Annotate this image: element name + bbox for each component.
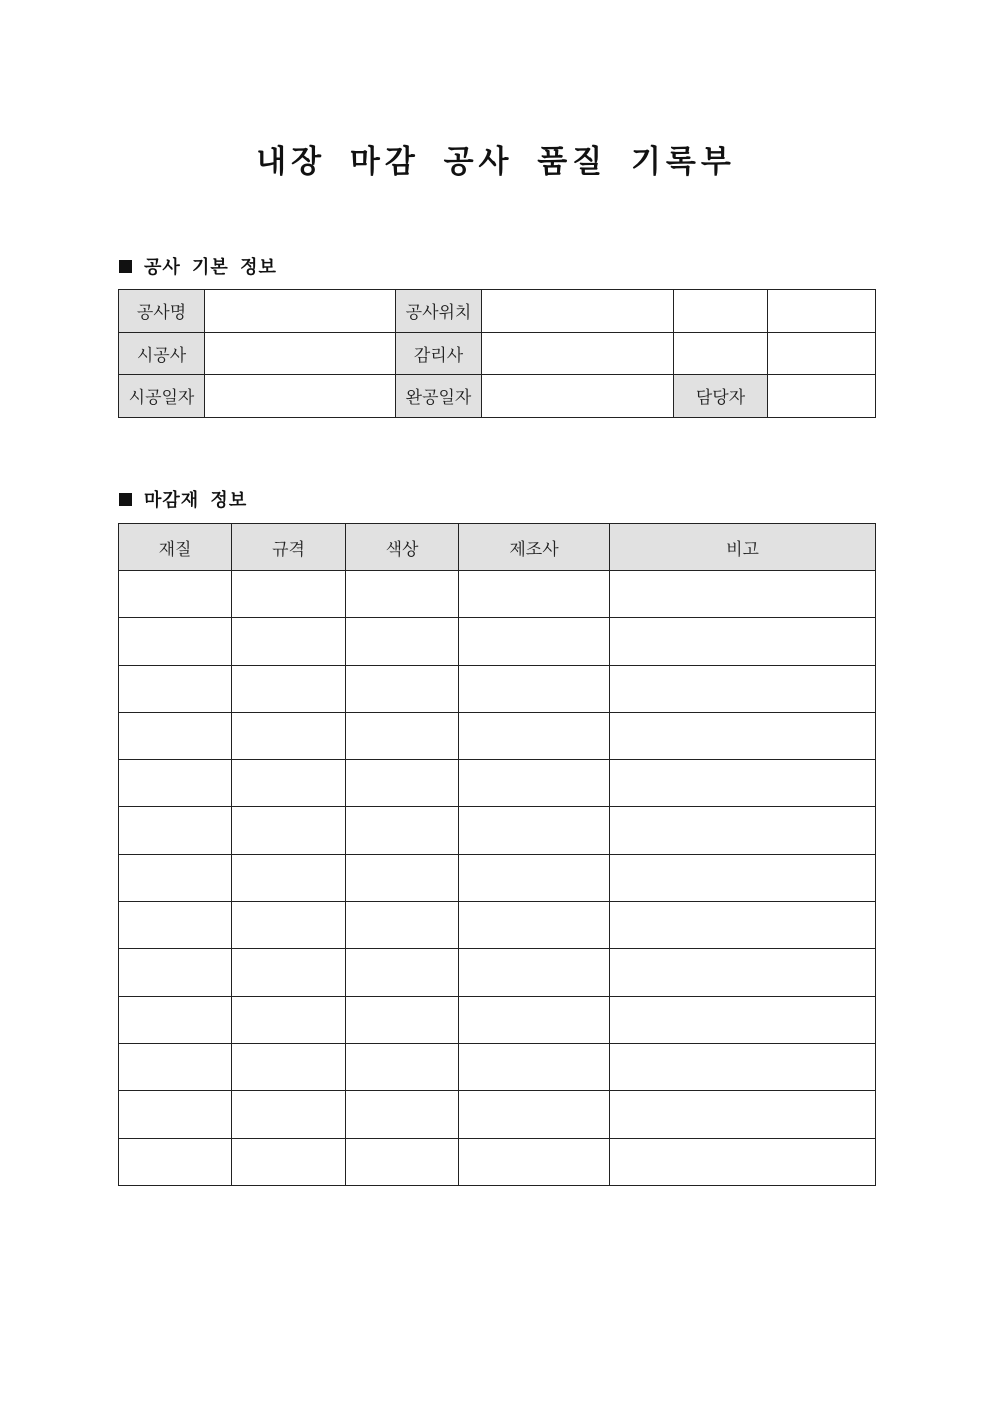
table-cell[interactable] xyxy=(610,902,876,949)
table-cell[interactable] xyxy=(346,807,459,854)
basic-info-table xyxy=(118,289,876,418)
basic-info-heading xyxy=(119,253,277,279)
table-cell[interactable] xyxy=(346,996,459,1043)
table-cell[interactable] xyxy=(119,902,232,949)
table-cell[interactable] xyxy=(459,949,610,996)
table-cell[interactable] xyxy=(610,760,876,807)
document-title: 내장 마감 공사 품질 기록부 xyxy=(256,144,736,180)
table-cell[interactable] xyxy=(232,902,346,949)
table-cell[interactable] xyxy=(459,902,610,949)
table-row xyxy=(119,571,876,618)
table-cell[interactable] xyxy=(232,712,346,759)
table-cell[interactable] xyxy=(232,996,346,1043)
table-cell[interactable] xyxy=(346,712,459,759)
column-header: 규격 xyxy=(232,524,346,571)
table-cell[interactable] xyxy=(346,854,459,901)
table-cell[interactable] xyxy=(119,1091,232,1138)
table-cell[interactable] xyxy=(459,760,610,807)
materials-heading-text: 마감재 정보 xyxy=(144,490,248,511)
table-cell[interactable] xyxy=(346,1138,459,1185)
table-cell[interactable] xyxy=(459,1091,610,1138)
field-value[interactable] xyxy=(768,375,876,418)
column-header: 색상 xyxy=(346,524,459,571)
table-cell[interactable] xyxy=(119,760,232,807)
field-value[interactable] xyxy=(205,375,396,418)
basic-info-heading-text: 공사 기본 정보 xyxy=(144,257,277,278)
table-cell[interactable] xyxy=(232,807,346,854)
field-label: 공사명 xyxy=(119,290,205,333)
basic-info-row xyxy=(119,375,876,418)
table-cell[interactable] xyxy=(459,854,610,901)
table-cell[interactable] xyxy=(232,760,346,807)
field-label: 공사위치 xyxy=(396,290,482,333)
table-cell[interactable] xyxy=(232,665,346,712)
table-row xyxy=(119,1043,876,1090)
table-cell[interactable] xyxy=(346,1043,459,1090)
table-cell[interactable] xyxy=(119,949,232,996)
table-cell[interactable] xyxy=(610,1138,876,1185)
field-value[interactable] xyxy=(205,290,396,333)
table-cell[interactable] xyxy=(119,618,232,665)
table-cell[interactable] xyxy=(232,571,346,618)
field-label: 시공일자 xyxy=(119,375,205,418)
table-cell[interactable] xyxy=(119,712,232,759)
table-cell[interactable] xyxy=(346,1091,459,1138)
table-cell[interactable] xyxy=(459,618,610,665)
square-bullet-icon xyxy=(119,260,132,273)
materials-header-row xyxy=(119,524,876,571)
table-row xyxy=(119,665,876,712)
table-row xyxy=(119,760,876,807)
table-cell[interactable] xyxy=(459,1043,610,1090)
table-cell[interactable] xyxy=(119,1043,232,1090)
field-value[interactable] xyxy=(205,332,396,375)
table-cell[interactable] xyxy=(610,665,876,712)
table-row xyxy=(119,996,876,1043)
table-cell[interactable] xyxy=(232,1091,346,1138)
table-cell[interactable] xyxy=(346,760,459,807)
table-cell[interactable] xyxy=(610,949,876,996)
table-cell[interactable] xyxy=(346,618,459,665)
column-header: 재질 xyxy=(119,524,232,571)
table-cell[interactable] xyxy=(119,571,232,618)
field-label: 시공사 xyxy=(119,332,205,375)
empty-cell xyxy=(674,332,768,375)
field-value[interactable] xyxy=(482,290,674,333)
table-row xyxy=(119,902,876,949)
table-cell[interactable] xyxy=(459,807,610,854)
table-cell[interactable] xyxy=(119,665,232,712)
table-row xyxy=(119,854,876,901)
table-cell[interactable] xyxy=(119,807,232,854)
materials-table xyxy=(118,523,876,1186)
table-row xyxy=(119,1091,876,1138)
table-cell[interactable] xyxy=(346,571,459,618)
field-value[interactable] xyxy=(768,290,876,333)
field-value[interactable] xyxy=(482,375,674,418)
field-value[interactable] xyxy=(768,332,876,375)
table-cell[interactable] xyxy=(610,571,876,618)
table-cell[interactable] xyxy=(610,1043,876,1090)
table-cell[interactable] xyxy=(459,571,610,618)
field-label: 담당자 xyxy=(674,375,768,418)
table-row xyxy=(119,1138,876,1185)
table-cell[interactable] xyxy=(610,1091,876,1138)
table-cell[interactable] xyxy=(610,712,876,759)
basic-info-row xyxy=(119,332,876,375)
table-cell[interactable] xyxy=(346,949,459,996)
basic-info-row xyxy=(119,290,876,333)
table-cell[interactable] xyxy=(232,618,346,665)
table-cell[interactable] xyxy=(119,854,232,901)
table-cell[interactable] xyxy=(459,996,610,1043)
table-cell[interactable] xyxy=(232,854,346,901)
field-label: 완공일자 xyxy=(396,375,482,418)
table-row xyxy=(119,807,876,854)
empty-cell xyxy=(674,290,768,333)
table-cell[interactable] xyxy=(459,1138,610,1185)
table-cell[interactable] xyxy=(119,996,232,1043)
table-cell[interactable] xyxy=(346,902,459,949)
table-row xyxy=(119,949,876,996)
table-cell[interactable] xyxy=(232,1043,346,1090)
materials-heading xyxy=(119,486,247,512)
table-cell[interactable] xyxy=(119,1138,232,1185)
column-header: 비고 xyxy=(610,524,876,571)
table-cell[interactable] xyxy=(610,618,876,665)
table-cell[interactable] xyxy=(459,665,610,712)
table-row xyxy=(119,712,876,759)
table-cell[interactable] xyxy=(232,1138,346,1185)
table-row xyxy=(119,618,876,665)
table-cell[interactable] xyxy=(610,996,876,1043)
field-label: 감리사 xyxy=(396,332,482,375)
table-cell[interactable] xyxy=(346,665,459,712)
column-header: 제조사 xyxy=(459,524,610,571)
table-cell[interactable] xyxy=(459,712,610,759)
table-cell[interactable] xyxy=(232,949,346,996)
table-cell[interactable] xyxy=(610,854,876,901)
square-bullet-icon xyxy=(119,493,132,506)
table-cell[interactable] xyxy=(610,807,876,854)
field-value[interactable] xyxy=(482,332,674,375)
